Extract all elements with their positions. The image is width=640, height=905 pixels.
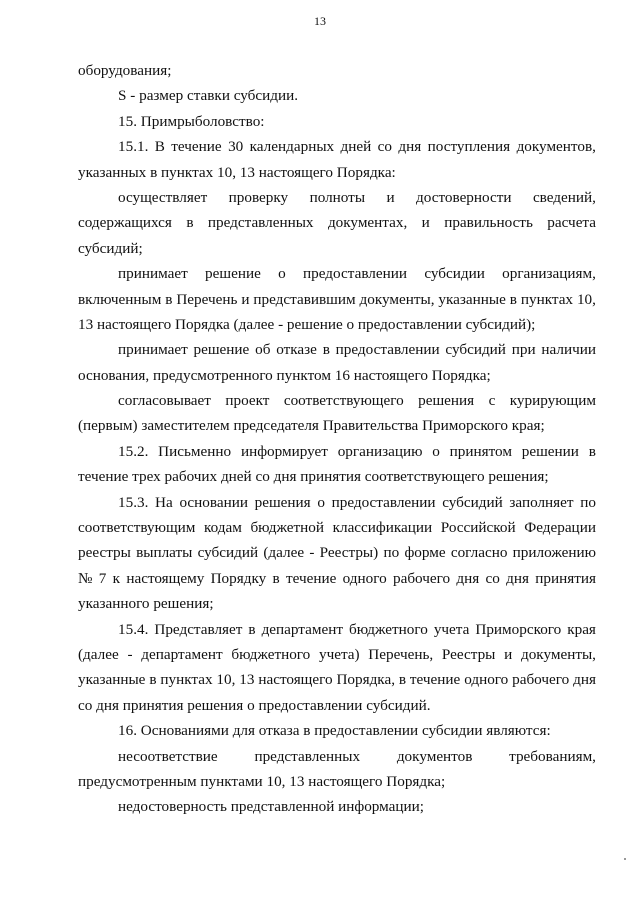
word: несоответствие	[118, 747, 218, 765]
text-line	[78, 744, 596, 769]
word: и	[421, 214, 430, 232]
word: настоящего	[258, 671, 333, 689]
word: требованиям,	[509, 747, 596, 765]
word: решения	[418, 392, 475, 410]
word: предоставлении	[303, 265, 407, 283]
word: основании	[179, 493, 248, 511]
text-line	[78, 642, 596, 667]
word: решении	[521, 442, 579, 460]
word: проект	[225, 392, 270, 410]
word: дня	[506, 569, 529, 587]
word: 10,	[216, 671, 236, 689]
word: приложению	[512, 544, 596, 562]
text-line	[78, 667, 596, 692]
word: субсидии	[424, 265, 485, 283]
word: об	[255, 341, 271, 359]
text-line: субсидий;	[78, 239, 143, 257]
word: отказе	[276, 341, 317, 359]
text-line: оборудования;	[78, 62, 172, 79]
word: в	[588, 442, 596, 460]
text-line: (первым) заместителем председателя Правительства Приморского края;	[78, 417, 545, 435]
word: со	[377, 138, 392, 156]
word: бюджетной	[250, 519, 325, 537]
word: в	[272, 569, 280, 587]
word: организациям,	[502, 265, 596, 283]
text-line	[78, 515, 596, 540]
word: 15.2.	[118, 442, 149, 460]
text-line: S - размер ставки субсидии.	[118, 87, 299, 105]
word: течение	[409, 671, 461, 689]
word: документы,	[359, 290, 435, 308]
word: при	[511, 341, 536, 359]
word: пунктах	[520, 290, 574, 308]
word: одного	[464, 671, 509, 689]
word: в	[248, 620, 256, 638]
word: согласовывает	[118, 392, 211, 410]
word: о	[432, 442, 440, 460]
word: течение	[171, 138, 222, 156]
word: в	[398, 671, 407, 689]
word: течение	[285, 569, 337, 587]
word: предоставлении	[335, 341, 440, 359]
word: представленных	[254, 747, 361, 765]
word: департамент	[141, 645, 223, 663]
word: полноты	[309, 188, 366, 206]
word: курирующим	[509, 392, 596, 410]
word: -	[309, 544, 315, 562]
word: бюджетного	[348, 620, 428, 638]
word: в	[509, 290, 517, 308]
word: сведений,	[532, 188, 596, 206]
word: документов	[396, 747, 473, 765]
word: бюджетного	[231, 645, 311, 663]
word: достоверности	[416, 188, 512, 206]
word: принятом	[449, 442, 512, 460]
word: решения	[254, 493, 311, 511]
text-line	[78, 261, 596, 286]
word: к	[112, 569, 121, 587]
word: 7	[98, 569, 107, 587]
word: классификации	[332, 519, 433, 537]
word: и	[386, 188, 395, 206]
word: (далее	[263, 544, 305, 562]
word: настоящему	[126, 569, 205, 587]
word: Реестры)	[319, 544, 379, 562]
word: проверку	[228, 188, 289, 206]
word: Представляет	[154, 620, 243, 638]
word: предоставлении	[331, 493, 436, 511]
word: 15.1.	[118, 138, 149, 156]
word: Федерации	[524, 519, 596, 537]
word: Российской	[440, 519, 516, 537]
word: учета)	[318, 645, 360, 663]
word: в	[322, 341, 330, 359]
text-line: указанных в пунктах 10, 13 настоящего Порядка:	[78, 163, 396, 181]
word: указанные	[438, 290, 506, 308]
text-line: недостоверность представленной информации;	[118, 798, 425, 816]
word: дней	[340, 138, 372, 156]
word: Перечень,	[368, 645, 434, 663]
text-line	[78, 388, 596, 413]
word: 13	[239, 671, 255, 689]
page-number: 13	[314, 14, 326, 28]
word: Приморского	[475, 620, 562, 638]
word: №	[78, 569, 93, 587]
text-line	[78, 337, 596, 362]
word: учета	[433, 620, 470, 638]
word: Письменно	[158, 442, 232, 460]
text-line	[78, 566, 596, 591]
word: В	[154, 138, 165, 156]
word: по	[383, 544, 400, 562]
word: с	[488, 392, 496, 410]
word: дня	[456, 569, 480, 587]
word: Перечень	[176, 290, 238, 308]
word: кодам	[204, 519, 242, 537]
word: представленных	[207, 214, 314, 232]
word: решение	[193, 341, 250, 359]
word: содержащихся	[78, 214, 172, 232]
word: включенным	[78, 290, 162, 308]
word: о	[278, 265, 286, 283]
word: выплаты	[136, 544, 193, 562]
scan-speck	[624, 858, 626, 860]
text-line: указанного решения;	[78, 595, 214, 613]
word: принимает	[118, 265, 188, 283]
word: На	[155, 493, 173, 511]
text-line	[78, 210, 596, 235]
text-line: со дня принятия решения о предоставлении субсидий.	[78, 696, 431, 714]
text-line: основания, предусмотренного пунктом 16 настоящего Порядка;	[78, 366, 491, 384]
word: правильность	[444, 214, 533, 232]
word: поступления	[427, 138, 511, 156]
text-line	[78, 617, 596, 642]
word: представившим	[253, 290, 356, 308]
word: субсидий	[445, 341, 506, 359]
word: Порядка,	[336, 671, 395, 689]
word: соответствующим	[78, 519, 196, 537]
text-line: 15. Примрыболовство:	[118, 112, 265, 130]
text-line	[78, 439, 596, 464]
word: Порядку	[210, 569, 267, 587]
word: наличии	[541, 341, 596, 359]
word: 10,	[576, 290, 596, 308]
word: осуществляет	[118, 188, 208, 206]
text-line	[78, 185, 596, 210]
word: 15.3.	[118, 493, 149, 511]
word: 15.4.	[118, 620, 149, 638]
text-line: 16. Основаниями для отказа в предоставлении субсидии являются:	[118, 722, 551, 740]
word: департамент	[261, 620, 343, 638]
word: субсидий	[442, 493, 503, 511]
word: форме	[404, 544, 446, 562]
word: пунктах	[160, 671, 213, 689]
word: рабочего	[512, 671, 570, 689]
word: в	[186, 214, 194, 232]
word: документов,	[516, 138, 596, 156]
word: дня	[398, 138, 422, 156]
word: в	[149, 671, 157, 689]
word: -	[127, 645, 133, 663]
word: и	[241, 290, 250, 308]
word: одного	[342, 569, 387, 587]
word: Реестры	[441, 645, 496, 663]
word: организацию	[337, 442, 423, 460]
word: заполняет	[509, 493, 574, 511]
word: решение	[205, 265, 261, 283]
word: соответствующего	[283, 392, 404, 410]
word: (далее	[78, 645, 119, 663]
text-line: предусмотренным пунктами 10, 13 настоящего Порядка;	[78, 772, 446, 790]
word: информирует	[240, 442, 328, 460]
word: расчета	[547, 214, 596, 232]
word: края	[567, 620, 596, 638]
word: и	[504, 645, 513, 663]
word: документы,	[520, 645, 596, 663]
word: указанные	[78, 671, 146, 689]
word: со	[485, 569, 500, 587]
word: документах,	[327, 214, 408, 232]
text-line: течение трех рабочих дней со дня принятия соответствующего решения;	[78, 468, 549, 486]
word: рабочего	[392, 569, 451, 587]
word: дня	[573, 671, 596, 689]
word: 30	[228, 138, 244, 156]
text-line	[78, 134, 596, 159]
word: по	[580, 493, 596, 511]
word: субсидий	[197, 544, 259, 562]
word: согласно	[450, 544, 508, 562]
text-line	[78, 287, 596, 312]
text-line	[78, 540, 596, 565]
word: о	[317, 493, 325, 511]
document-body	[78, 58, 596, 820]
word: принятия	[535, 569, 596, 587]
word: календарных	[249, 138, 335, 156]
text-line	[78, 490, 596, 515]
word: реестры	[78, 544, 131, 562]
word: в	[165, 290, 173, 308]
text-line: 13 настоящего Порядка (далее - решение о предоставлении субсидий);	[78, 315, 536, 333]
word: принимает	[118, 341, 188, 359]
